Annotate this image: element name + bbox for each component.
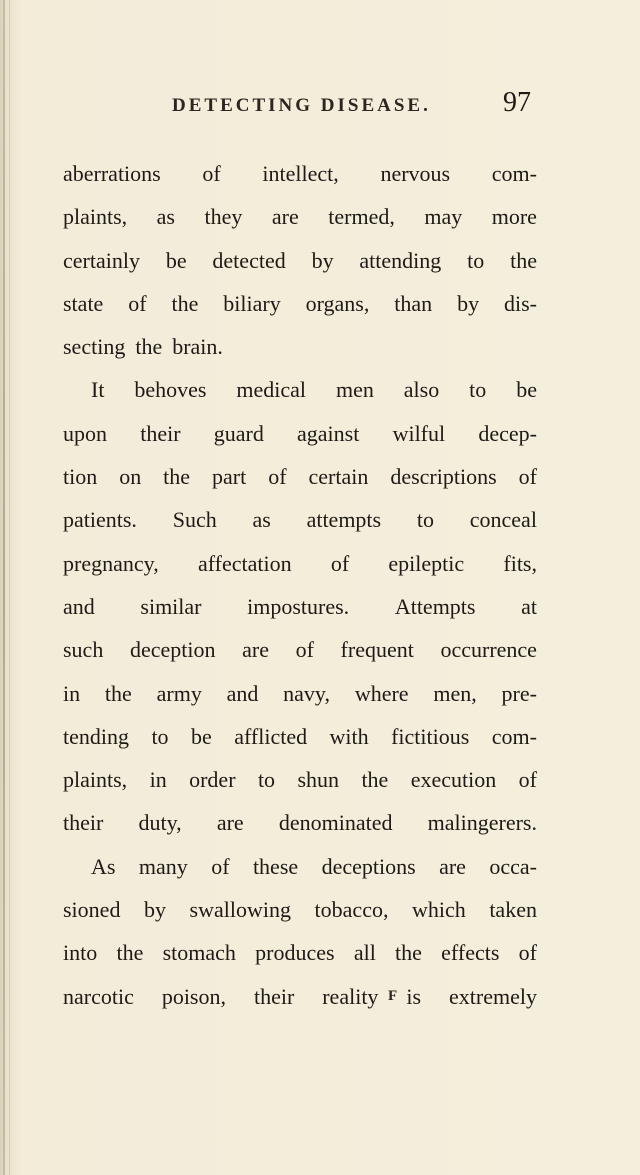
word: produces [255, 940, 335, 966]
word: the [104, 680, 132, 706]
word: reality [322, 983, 379, 1009]
word: and [226, 680, 259, 706]
word: to [467, 247, 485, 273]
word: many [138, 853, 188, 879]
word: upon [63, 420, 107, 446]
word: men, [433, 680, 477, 706]
word: intellect, [262, 161, 339, 186]
word: than [394, 290, 433, 316]
word: their [63, 810, 104, 836]
word: be [516, 377, 537, 403]
word: deceptions [321, 853, 416, 879]
word: order [189, 767, 236, 793]
text-line [63, 195, 537, 238]
text-line [63, 715, 537, 758]
word: Such [172, 507, 217, 533]
word: to [469, 377, 487, 403]
word: deception [129, 637, 216, 663]
word: are [242, 637, 269, 663]
text-line [63, 455, 537, 498]
word: with [329, 723, 369, 749]
word: impostures. [247, 593, 350, 619]
word: navy, [283, 680, 331, 706]
word: by [311, 247, 334, 273]
gutter-shadow [3, 0, 5, 1175]
word: their [140, 420, 181, 446]
word: It [91, 377, 105, 403]
running-title: DETECTING DISEASE. [172, 95, 431, 116]
word: decep- [478, 420, 537, 446]
word: extremely [449, 983, 537, 1009]
word: as [252, 507, 271, 533]
word: malingerers. [427, 810, 537, 836]
word: poison, [161, 983, 226, 1009]
word: at [521, 593, 537, 619]
word: the [510, 247, 537, 273]
word: of [268, 464, 287, 490]
word: by [457, 290, 480, 316]
word: be [165, 247, 187, 273]
word: behoves [134, 377, 207, 403]
word: all [353, 940, 376, 966]
word: of [518, 940, 537, 966]
word: and [63, 593, 95, 619]
word: nervous [380, 161, 451, 186]
text-line [63, 282, 537, 325]
word: certainly [63, 247, 140, 273]
text-line [63, 325, 537, 368]
word: pregnancy, [63, 550, 159, 576]
word: of [202, 161, 221, 186]
text-line [63, 239, 537, 282]
word: army [156, 680, 202, 706]
word: epileptic [388, 550, 465, 576]
word: are [216, 810, 244, 836]
word: the [116, 940, 144, 966]
word: swallowing [189, 897, 291, 923]
running-head [0, 87, 640, 127]
word: on [119, 464, 142, 490]
word: attempts [306, 507, 382, 533]
word: of [211, 853, 230, 879]
gutter-edge [9, 0, 10, 1175]
word: of [295, 637, 314, 663]
text-line [63, 801, 537, 844]
text-line [63, 152, 537, 195]
text-line [63, 931, 537, 974]
word: wilful [392, 420, 446, 446]
word: to [151, 723, 169, 749]
word: is [406, 983, 422, 1009]
word: similar [140, 593, 202, 619]
word: Attempts [394, 593, 476, 619]
word: com- [491, 723, 537, 749]
word: plaints, [63, 767, 128, 793]
word: more [491, 204, 537, 230]
word: occurrence [440, 637, 537, 663]
word: which [412, 897, 466, 923]
word: the [135, 334, 163, 360]
word: the [163, 464, 191, 490]
word: execution [410, 767, 497, 793]
word: they [204, 204, 243, 230]
text-line [63, 498, 537, 541]
word: biliary [223, 290, 281, 316]
word: these [252, 853, 299, 879]
text-line [63, 975, 537, 1018]
word: tobacco, [314, 897, 389, 923]
word: dis- [503, 290, 537, 316]
signature-mark: F [388, 988, 398, 1004]
word: tion [63, 464, 98, 490]
word: in [63, 680, 81, 706]
word: plaints, [63, 204, 128, 230]
word: narcotic [63, 983, 134, 1009]
word: tending [63, 723, 129, 749]
word: the [395, 940, 422, 966]
word: secting [63, 334, 126, 360]
word: their [253, 983, 295, 1009]
word: aberrations [63, 161, 161, 186]
word: organs, [305, 290, 370, 316]
word: are [439, 853, 466, 879]
word: descriptions [390, 464, 497, 490]
word: the [171, 290, 199, 316]
word: fits, [503, 550, 537, 576]
word: affectation [197, 550, 292, 576]
word: such [63, 637, 104, 663]
text-line [63, 368, 537, 411]
word: sioned [63, 897, 121, 923]
word: against [297, 420, 360, 446]
word: conceal [469, 507, 537, 533]
word: to [416, 507, 434, 533]
word: patients. [63, 507, 137, 533]
text-line [63, 542, 537, 585]
word: may [424, 204, 463, 230]
word: pre- [501, 680, 537, 706]
word: where [354, 680, 409, 706]
word: the [361, 767, 389, 793]
word: into [63, 940, 98, 966]
word: denominated [278, 810, 393, 836]
word: men [335, 377, 374, 403]
word: to [257, 767, 276, 793]
word: afflicted [234, 723, 308, 749]
word: of [518, 464, 537, 490]
text-line [63, 758, 537, 801]
word: attending [359, 247, 442, 273]
word: stomach [162, 940, 236, 966]
word: As [91, 853, 116, 879]
word: fictitious [391, 723, 470, 749]
text-line [63, 585, 537, 628]
word: as [156, 204, 175, 230]
text-line [63, 672, 537, 715]
word: part [212, 464, 247, 490]
word: be [191, 723, 212, 749]
page-number: 97 [503, 87, 531, 118]
word: medical [236, 377, 307, 403]
text-line [63, 888, 537, 931]
word: occa- [489, 853, 537, 879]
word: in [149, 767, 167, 793]
word: frequent [340, 637, 414, 663]
word: shun [297, 767, 340, 793]
word: also [403, 377, 440, 403]
word: taken [489, 897, 537, 923]
word: com- [491, 161, 537, 186]
word: detected [212, 247, 286, 273]
word: of [128, 290, 147, 316]
text-line [63, 845, 537, 888]
word: guard [213, 420, 264, 446]
word: duty, [138, 810, 182, 836]
word: of [330, 550, 350, 576]
word: are [271, 204, 299, 230]
word: brain. [172, 334, 223, 360]
word: of [518, 767, 537, 793]
text-line [63, 412, 537, 455]
word: by [144, 897, 166, 923]
word: effects [441, 940, 500, 966]
word: certain [308, 464, 369, 490]
text-line [63, 628, 537, 671]
word: state [63, 290, 104, 316]
body-text [63, 152, 537, 1018]
word: termed, [328, 204, 395, 230]
